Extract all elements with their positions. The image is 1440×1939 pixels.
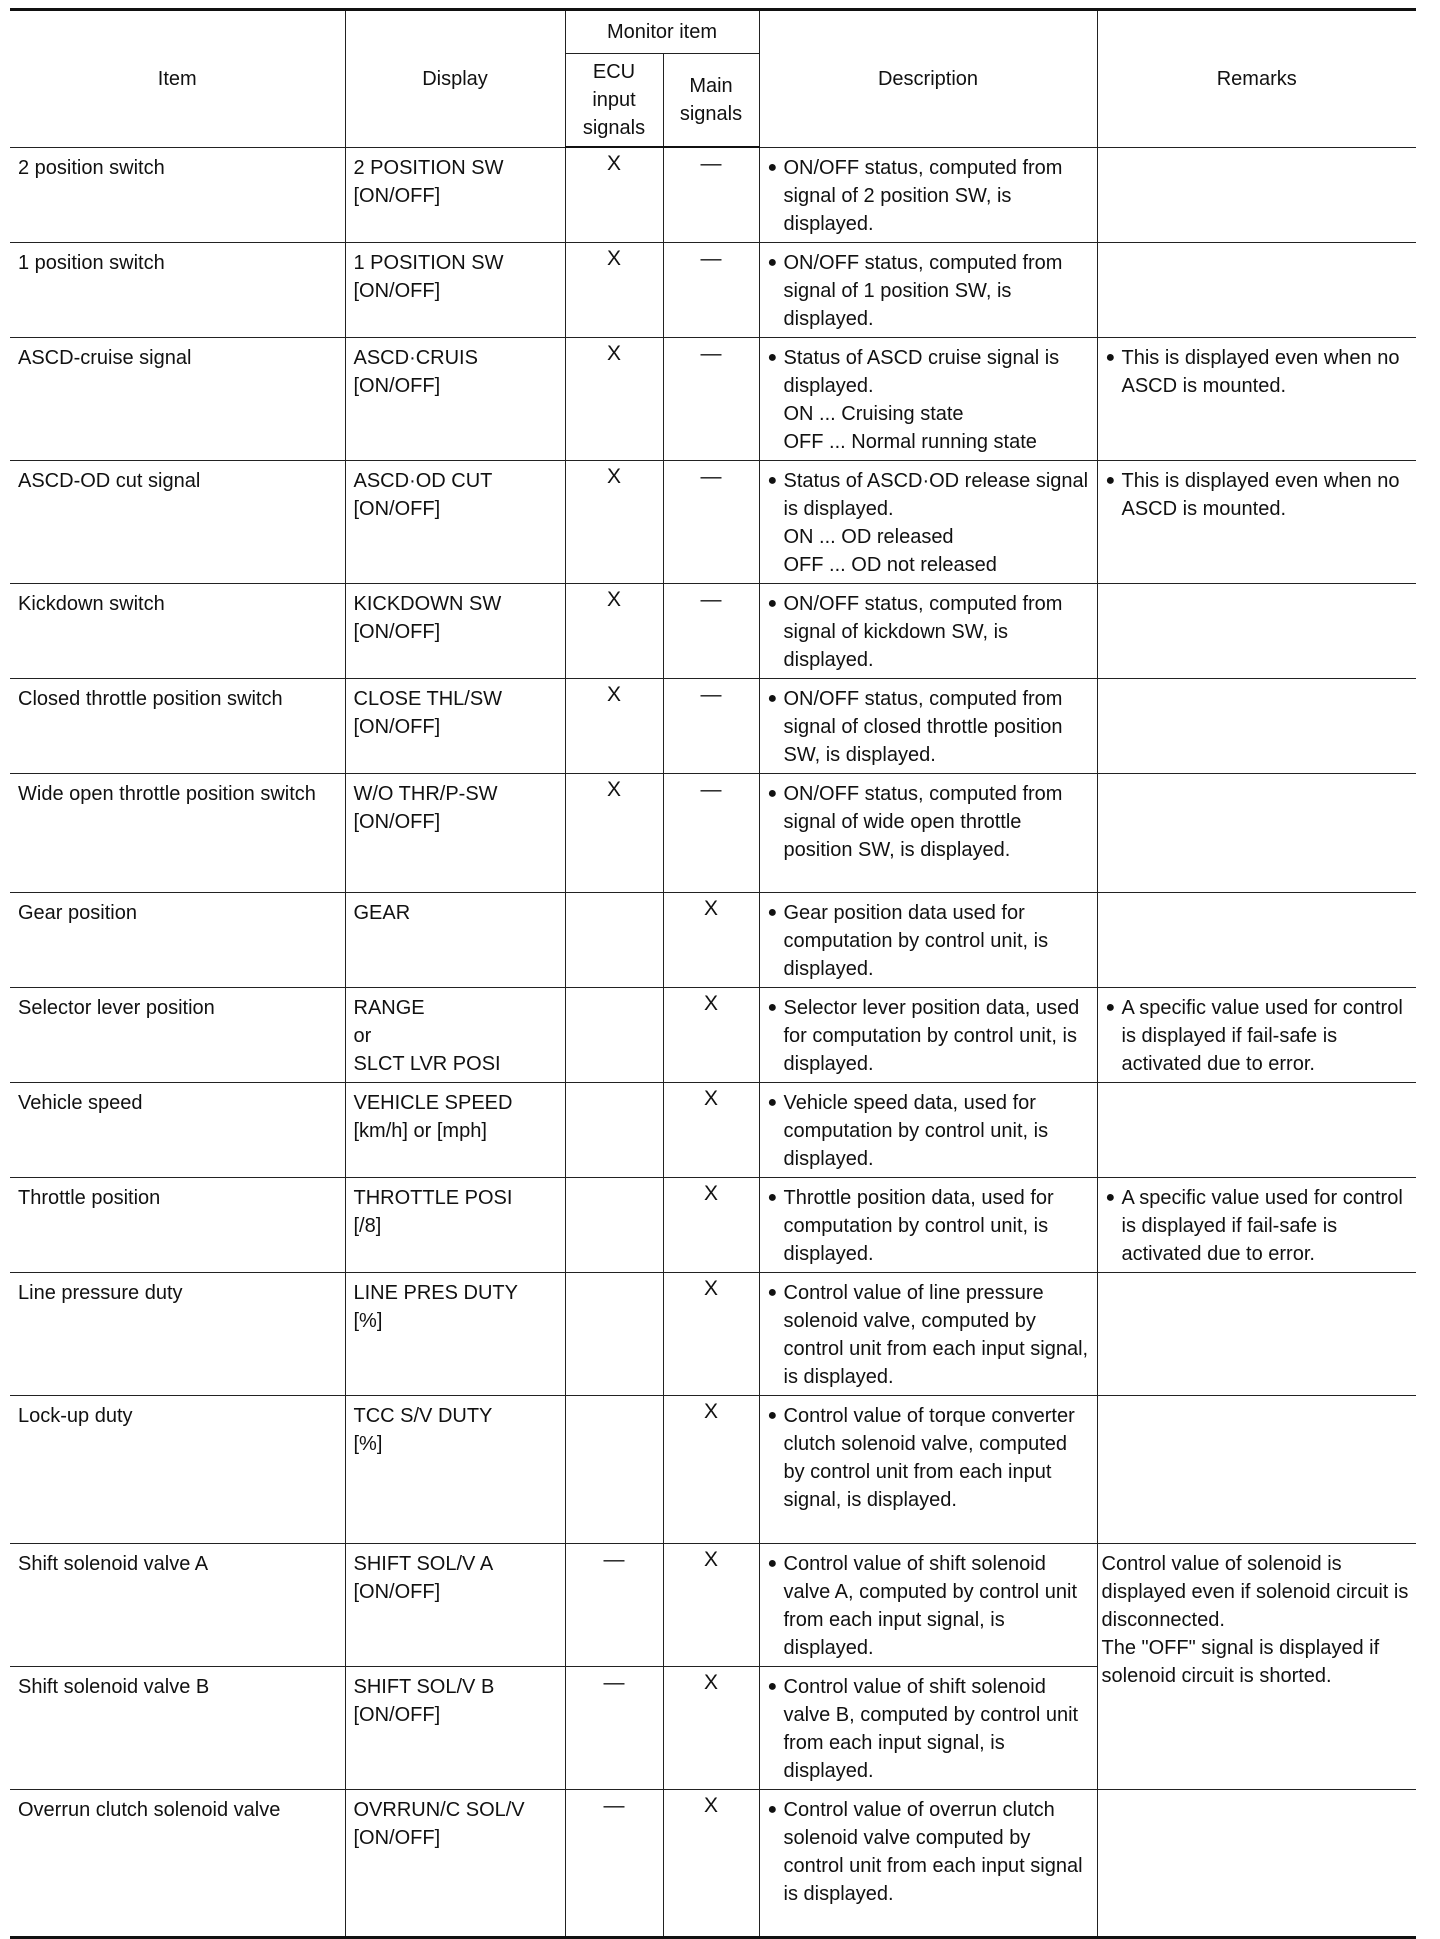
table-row — [10, 583, 1416, 678]
remarks-text: A specific value used for control is displayed if fail-safe is activated due to error. — [1121, 1186, 1403, 1265]
table-row — [10, 1177, 1416, 1272]
remarks-cell — [1097, 1395, 1416, 1543]
remarks-cell — [1097, 1177, 1416, 1272]
main-signal-mark: X — [663, 987, 759, 1082]
bullet-dot-icon: ● — [767, 471, 778, 489]
description-bullet — [768, 344, 1091, 400]
display-cell: 2 POSITION SW [ON/OFF] — [345, 147, 565, 242]
bullet-dot-icon: ● — [1105, 998, 1116, 1016]
ecu-input-mark — [565, 1082, 663, 1177]
main-signal-mark: X — [663, 1082, 759, 1177]
description-bullet — [768, 154, 1091, 238]
display-cell: CLOSE THL/SW [ON/OFF] — [345, 678, 565, 773]
bullet-dot-icon: ● — [767, 1554, 778, 1572]
item-cell: Closed throttle position switch — [10, 678, 345, 773]
bullet-dot-icon: ● — [767, 1800, 778, 1818]
description-cell — [759, 147, 1097, 242]
display-cell: TCC S/V DUTY [%] — [345, 1395, 565, 1543]
ecu-input-mark — [565, 1395, 663, 1543]
description-cell — [759, 1177, 1097, 1272]
item-cell: 2 position switch — [10, 147, 345, 242]
display-cell: GEAR — [345, 892, 565, 987]
table-row — [10, 773, 1416, 892]
bullet-dot-icon: ● — [1105, 1188, 1116, 1206]
description-text: Selector lever position data, used for computation by control unit, is displayed. — [783, 996, 1080, 1075]
remarks-text: A specific value used for control is displayed if fail-safe is activated due to error. — [1121, 996, 1403, 1075]
item-cell: Kickdown switch — [10, 583, 345, 678]
display-cell: SHIFT SOL/V A [ON/OFF] — [345, 1543, 565, 1666]
remarks-cell — [1097, 987, 1416, 1082]
description-cell — [759, 892, 1097, 987]
main-signal-mark: — — [663, 460, 759, 583]
remarks-cell — [1097, 242, 1416, 337]
description-bullet — [768, 1796, 1091, 1908]
remarks-cell — [1097, 773, 1416, 892]
main-signal-mark: — — [663, 773, 759, 892]
bullet-dot-icon: ● — [767, 784, 778, 802]
remarks-cell — [1097, 583, 1416, 678]
ecu-input-mark — [565, 892, 663, 987]
display-cell: RANGE or SLCT LVR POSI — [345, 987, 565, 1082]
main-signal-mark: — — [663, 583, 759, 678]
header-description: Description — [759, 10, 1097, 148]
ecu-input-mark: X — [565, 337, 663, 460]
bullet-dot-icon: ● — [1105, 471, 1116, 489]
bullet-dot-icon: ● — [767, 1283, 778, 1301]
description-text: Status of ASCD cruise signal is displayed. — [783, 346, 1060, 397]
description-text: Control value of overrun clutch solenoid valve computed by control unit from each input signal is displayed. — [783, 1798, 1083, 1905]
display-cell: 1 POSITION SW [ON/OFF] — [345, 242, 565, 337]
main-signal-mark: X — [663, 1177, 759, 1272]
description-cell — [759, 460, 1097, 583]
remarks-bullet — [1106, 467, 1411, 523]
bullet-dot-icon: ● — [767, 1677, 778, 1695]
main-signal-mark: — — [663, 337, 759, 460]
remarks-text: This is displayed even when no ASCD is mounted. — [1121, 469, 1400, 520]
remarks-cell — [1097, 678, 1416, 773]
bullet-dot-icon: ● — [767, 998, 778, 1016]
description-state-lines: ON ... OD released OFF ... OD not released — [783, 525, 997, 576]
display-cell: KICKDOWN SW [ON/OFF] — [345, 583, 565, 678]
description-text: Throttle position data, used for computation by control unit, is displayed. — [783, 1186, 1054, 1265]
remarks-text: This is displayed even when no ASCD is mounted. — [1121, 346, 1400, 397]
ecu-input-mark: X — [565, 678, 663, 773]
item-cell: 1 position switch — [10, 242, 345, 337]
bullet-dot-icon: ● — [767, 1406, 778, 1424]
header-item: Item — [10, 10, 345, 148]
header-ecu-input-signals: ECU input signals — [565, 54, 663, 148]
display-cell: SHIFT SOL/V B [ON/OFF] — [345, 1666, 565, 1789]
bullet-dot-icon: ● — [767, 1093, 778, 1111]
table-row — [10, 1789, 1416, 1937]
bullet-dot-icon: ● — [767, 158, 778, 176]
description-text: ON/OFF status, computed from signal of closed throttle position SW, is displayed. — [783, 687, 1063, 766]
header-monitor-item: Monitor item — [565, 10, 759, 54]
item-cell: ASCD-cruise signal — [10, 337, 345, 460]
item-cell: Lock-up duty — [10, 1395, 345, 1543]
header-row-1 — [10, 10, 1416, 54]
item-cell: Shift solenoid valve B — [10, 1666, 345, 1789]
description-text: Gear position data used for computation by control unit, is displayed. — [783, 901, 1049, 980]
description-text: ON/OFF status, computed from signal of 2 position SW, is displayed. — [783, 156, 1063, 235]
ecu-input-mark: X — [565, 773, 663, 892]
description-bullet — [768, 780, 1091, 864]
bullet-dot-icon: ● — [767, 348, 778, 366]
description-bullet — [768, 899, 1091, 983]
bullet-dot-icon: ● — [767, 1188, 778, 1206]
display-cell: LINE PRES DUTY [%] — [345, 1272, 565, 1395]
display-cell: ASCD·OD CUT [ON/OFF] — [345, 460, 565, 583]
ecu-input-mark: X — [565, 242, 663, 337]
monitor-item-table — [10, 8, 1416, 1939]
item-cell: Wide open throttle position switch — [10, 773, 345, 892]
ecu-input-mark — [565, 1272, 663, 1395]
description-text: Control value of shift solenoid valve A, computed by control unit from each input signal, is displayed. — [783, 1552, 1077, 1659]
item-cell: Line pressure duty — [10, 1272, 345, 1395]
description-text: Control value of line pressure solenoid valve, computed by control unit from each input signal, is displayed. — [783, 1281, 1089, 1388]
remarks-bullet — [1106, 994, 1411, 1078]
display-cell: THROTTLE POSI [/8] — [345, 1177, 565, 1272]
table-row — [10, 1082, 1416, 1177]
description-bullet — [768, 590, 1091, 674]
description-bullet — [768, 1550, 1091, 1662]
item-cell: ASCD-OD cut signal — [10, 460, 345, 583]
description-bullet — [768, 1089, 1091, 1173]
description-bullet — [768, 1402, 1091, 1514]
main-signal-mark: — — [663, 147, 759, 242]
description-cell — [759, 773, 1097, 892]
description-text: ON/OFF status, computed from signal of kickdown SW, is displayed. — [783, 592, 1063, 671]
table-row — [10, 460, 1416, 583]
item-cell: Vehicle speed — [10, 1082, 345, 1177]
table-row — [10, 337, 1416, 460]
description-bullet — [768, 1184, 1091, 1268]
main-signal-mark: X — [663, 1666, 759, 1789]
remarks-cell — [1097, 1272, 1416, 1395]
remarks-text: Control value of solenoid is displayed even if solenoid circuit is disconnected. The "OFF" signal is displayed if solenoid circuit is shorted. — [1101, 1552, 1409, 1687]
table-row — [10, 242, 1416, 337]
description-cell — [759, 1789, 1097, 1937]
description-cell — [759, 337, 1097, 460]
description-bullet — [768, 1279, 1091, 1391]
main-signal-mark: X — [663, 892, 759, 987]
description-bullet — [768, 994, 1091, 1078]
description-text: ON/OFF status, computed from signal of 1 position SW, is displayed. — [783, 251, 1063, 330]
remarks-cell — [1097, 337, 1416, 460]
ecu-input-mark — [565, 987, 663, 1082]
description-cell — [759, 1082, 1097, 1177]
description-cell — [759, 242, 1097, 337]
ecu-input-mark: — — [565, 1789, 663, 1937]
description-text: Control value of shift solenoid valve B, computed by control unit from each input signal, is displayed. — [783, 1675, 1079, 1782]
item-cell: Overrun clutch solenoid valve — [10, 1789, 345, 1937]
description-cell — [759, 987, 1097, 1082]
description-bullet — [768, 249, 1091, 333]
table-row — [10, 147, 1416, 242]
table-row — [10, 987, 1416, 1082]
item-cell: Shift solenoid valve A — [10, 1543, 345, 1666]
remarks-cell — [1097, 460, 1416, 583]
bullet-dot-icon: ● — [767, 594, 778, 612]
description-cell — [759, 1395, 1097, 1543]
remarks-cell — [1097, 147, 1416, 242]
description-cell — [759, 583, 1097, 678]
table-row — [10, 892, 1416, 987]
display-cell: VEHICLE SPEED [km/h] or [mph] — [345, 1082, 565, 1177]
ecu-input-mark: X — [565, 460, 663, 583]
description-cell — [759, 1543, 1097, 1666]
main-signal-mark: — — [663, 678, 759, 773]
remarks-cell — [1097, 892, 1416, 987]
table-row — [10, 1543, 1416, 1666]
display-cell: ASCD·CRUIS [ON/OFF] — [345, 337, 565, 460]
description-bullet — [768, 685, 1091, 769]
header-main-signals: Main signals — [663, 54, 759, 148]
table-row — [10, 678, 1416, 773]
description-text: Vehicle speed data, used for computation by control unit, is displayed. — [783, 1091, 1049, 1170]
description-text: ON/OFF status, computed from signal of wide open throttle position SW, is displayed. — [783, 782, 1063, 861]
ecu-input-mark: — — [565, 1543, 663, 1666]
remarks-cell — [1097, 1543, 1416, 1789]
table-row — [10, 1272, 1416, 1395]
description-text: Control value of torque converter clutch solenoid valve, computed by control unit from each input signal, is displayed. — [783, 1404, 1075, 1511]
bullet-dot-icon: ● — [1105, 348, 1116, 366]
header-remarks: Remarks — [1097, 10, 1416, 148]
remarks-bullet — [1106, 344, 1411, 400]
description-bullet — [768, 1673, 1091, 1785]
remarks-bullet — [1106, 1184, 1411, 1268]
remarks-cell — [1097, 1082, 1416, 1177]
main-signal-mark: X — [663, 1272, 759, 1395]
item-cell: Selector lever position — [10, 987, 345, 1082]
description-cell — [759, 1666, 1097, 1789]
remarks-cell — [1097, 1789, 1416, 1937]
main-signal-mark: X — [663, 1395, 759, 1543]
item-cell: Throttle position — [10, 1177, 345, 1272]
description-cell — [759, 678, 1097, 773]
header-display: Display — [345, 10, 565, 148]
table-row — [10, 1395, 1416, 1543]
main-signal-mark: — — [663, 242, 759, 337]
description-text: Status of ASCD·OD release signal is displayed. — [783, 469, 1089, 520]
main-signal-mark: X — [663, 1543, 759, 1666]
description-bullet — [768, 467, 1091, 523]
ecu-input-mark: — — [565, 1666, 663, 1789]
bullet-dot-icon: ● — [767, 689, 778, 707]
ecu-input-mark — [565, 1177, 663, 1272]
ecu-input-mark: X — [565, 583, 663, 678]
bullet-dot-icon: ● — [767, 253, 778, 271]
description-state-lines: ON ... Cruising state OFF ... Normal running state — [783, 402, 1037, 453]
item-cell: Gear position — [10, 892, 345, 987]
bullet-dot-icon: ● — [767, 903, 778, 921]
display-cell: W/O THR/P-SW [ON/OFF] — [345, 773, 565, 892]
main-signal-mark: X — [663, 1789, 759, 1937]
description-cell — [759, 1272, 1097, 1395]
ecu-input-mark: X — [565, 147, 663, 242]
display-cell: OVRRUN/C SOL/V [ON/OFF] — [345, 1789, 565, 1937]
